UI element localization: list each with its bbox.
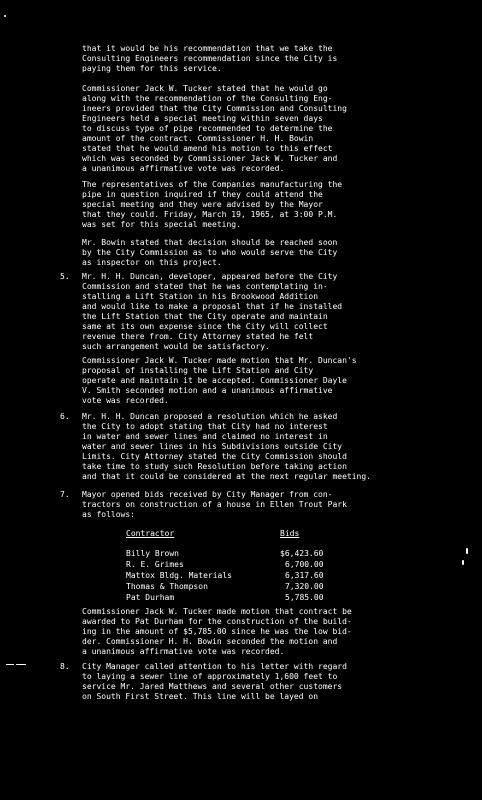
bid-amount: 7,320.00 (285, 582, 324, 591)
bid-contractor: Pat Durham (126, 593, 175, 602)
paragraph-tucker-motion-lift-station: Commissioner Jack W. Tucker made motion that Mr. Duncan's proposal of installing the Lift Station and City operate and maintain it be accepted. Commissioner Dayle V. Smith seconded motion and a unanimous affirmative vote was recorded. (82, 356, 357, 405)
item-number-6: 6. (60, 412, 70, 421)
bids-header-bid: Bids (280, 529, 300, 538)
paragraph-continuation: that it would be his recommendation that we take the Consulting Engineers recommendation since the City is paying them for this service. (82, 44, 338, 73)
scan-speck (462, 560, 464, 565)
paragraph-sewer-line: City Manager called attention to his letter with regard to laying a sewer line of approximately 1,600 feet to service Mr. Jared Matthews and several other customers on South First Street. This line will be layed on (82, 662, 347, 701)
bids-header-contractor: Contractor (126, 529, 175, 538)
item-number-7: 7. (60, 490, 70, 499)
bid-amount: $6,423.60 (280, 549, 324, 558)
paragraph-special-meeting: The representatives of the Companies manufacturing the pipe in question inquired if they could attend the special meeting and they were advised by the Mayor that they could. Friday, March 19, 1965, at 3:00 P.M. was set for this special meeting. (82, 180, 343, 229)
bid-contractor: Mattox Bldg. Materials (126, 571, 232, 580)
scan-speck (4, 15, 6, 17)
bid-contractor: R. E. Grimes (126, 560, 184, 569)
scan-speck (466, 548, 468, 554)
item-number-8: 8. (60, 662, 70, 671)
paragraph-bids-opened: Mayor opened bids received by City Manager from con- tractors on construction of a house in Ellen Trout Park as follows: (82, 490, 347, 519)
scan-speck (16, 664, 26, 665)
bid-amount: 5,785.00 (285, 593, 324, 602)
paragraph-contract-award: Commissioner Jack W. Tucker made motion that contract be awarded to Pat Durham for the construction of the build- ing in the amount of $5,785.00 since he was the low bid- der. Commissioner H. H. Bowin seconded the motion and a unanimous affirmative vote was recorded. (82, 607, 352, 656)
bid-contractor: Thomas & Thompson (126, 582, 208, 591)
bid-amount: 6,700.00 (285, 560, 324, 569)
paragraph-duncan-lift-station: Mr. H. H. Duncan, developer, appeared before the City Commission and stated that he was contemplating in- stalling a Lift Station in his Brookwood Addition and would like to make a proposal that if he installed the Lift Station that the City operate and maintain same at its own expense since the City will collect revenue there from. City Attorney stated he felt such arrangement would be satisfactory. (82, 272, 343, 351)
item-number-5: 5. (60, 272, 70, 281)
paragraph-inspector: Mr. Bowin stated that decision should be reached soon by the City Commission as to who would serve the City as inspector on this project. (82, 238, 338, 267)
bid-contractor: Billy Brown (126, 549, 179, 558)
paragraph-duncan-resolution: Mr. H. H. Duncan proposed a resolution which he asked the City to adopt stating that City had no interest in water and sewer lines and claimed no interest in water and sewer lines in his Subdivisions outside City Limits. City Attorney stated the City Commission should take time to study such Resolution before taking action and that it could be considered at the next regular meeting. (82, 412, 371, 481)
bid-amount: 6,317.60 (285, 571, 324, 580)
scan-speck (6, 664, 14, 665)
paragraph-tucker-recommendation: Commissioner Jack W. Tucker stated that he would go along with the recommendation of the Consulting Eng- ineers provided that the City Commission and Consulting Engineers held a special meeting within seven days to discuss type of pipe recommended to determine the amount of the contract. Commissioner H. H. Bowin stated that he would amend his motion to this effect which was seconded by Commissioner Jack W. Tucker and a unanimous affirmative vote was recorded. (82, 84, 347, 173)
